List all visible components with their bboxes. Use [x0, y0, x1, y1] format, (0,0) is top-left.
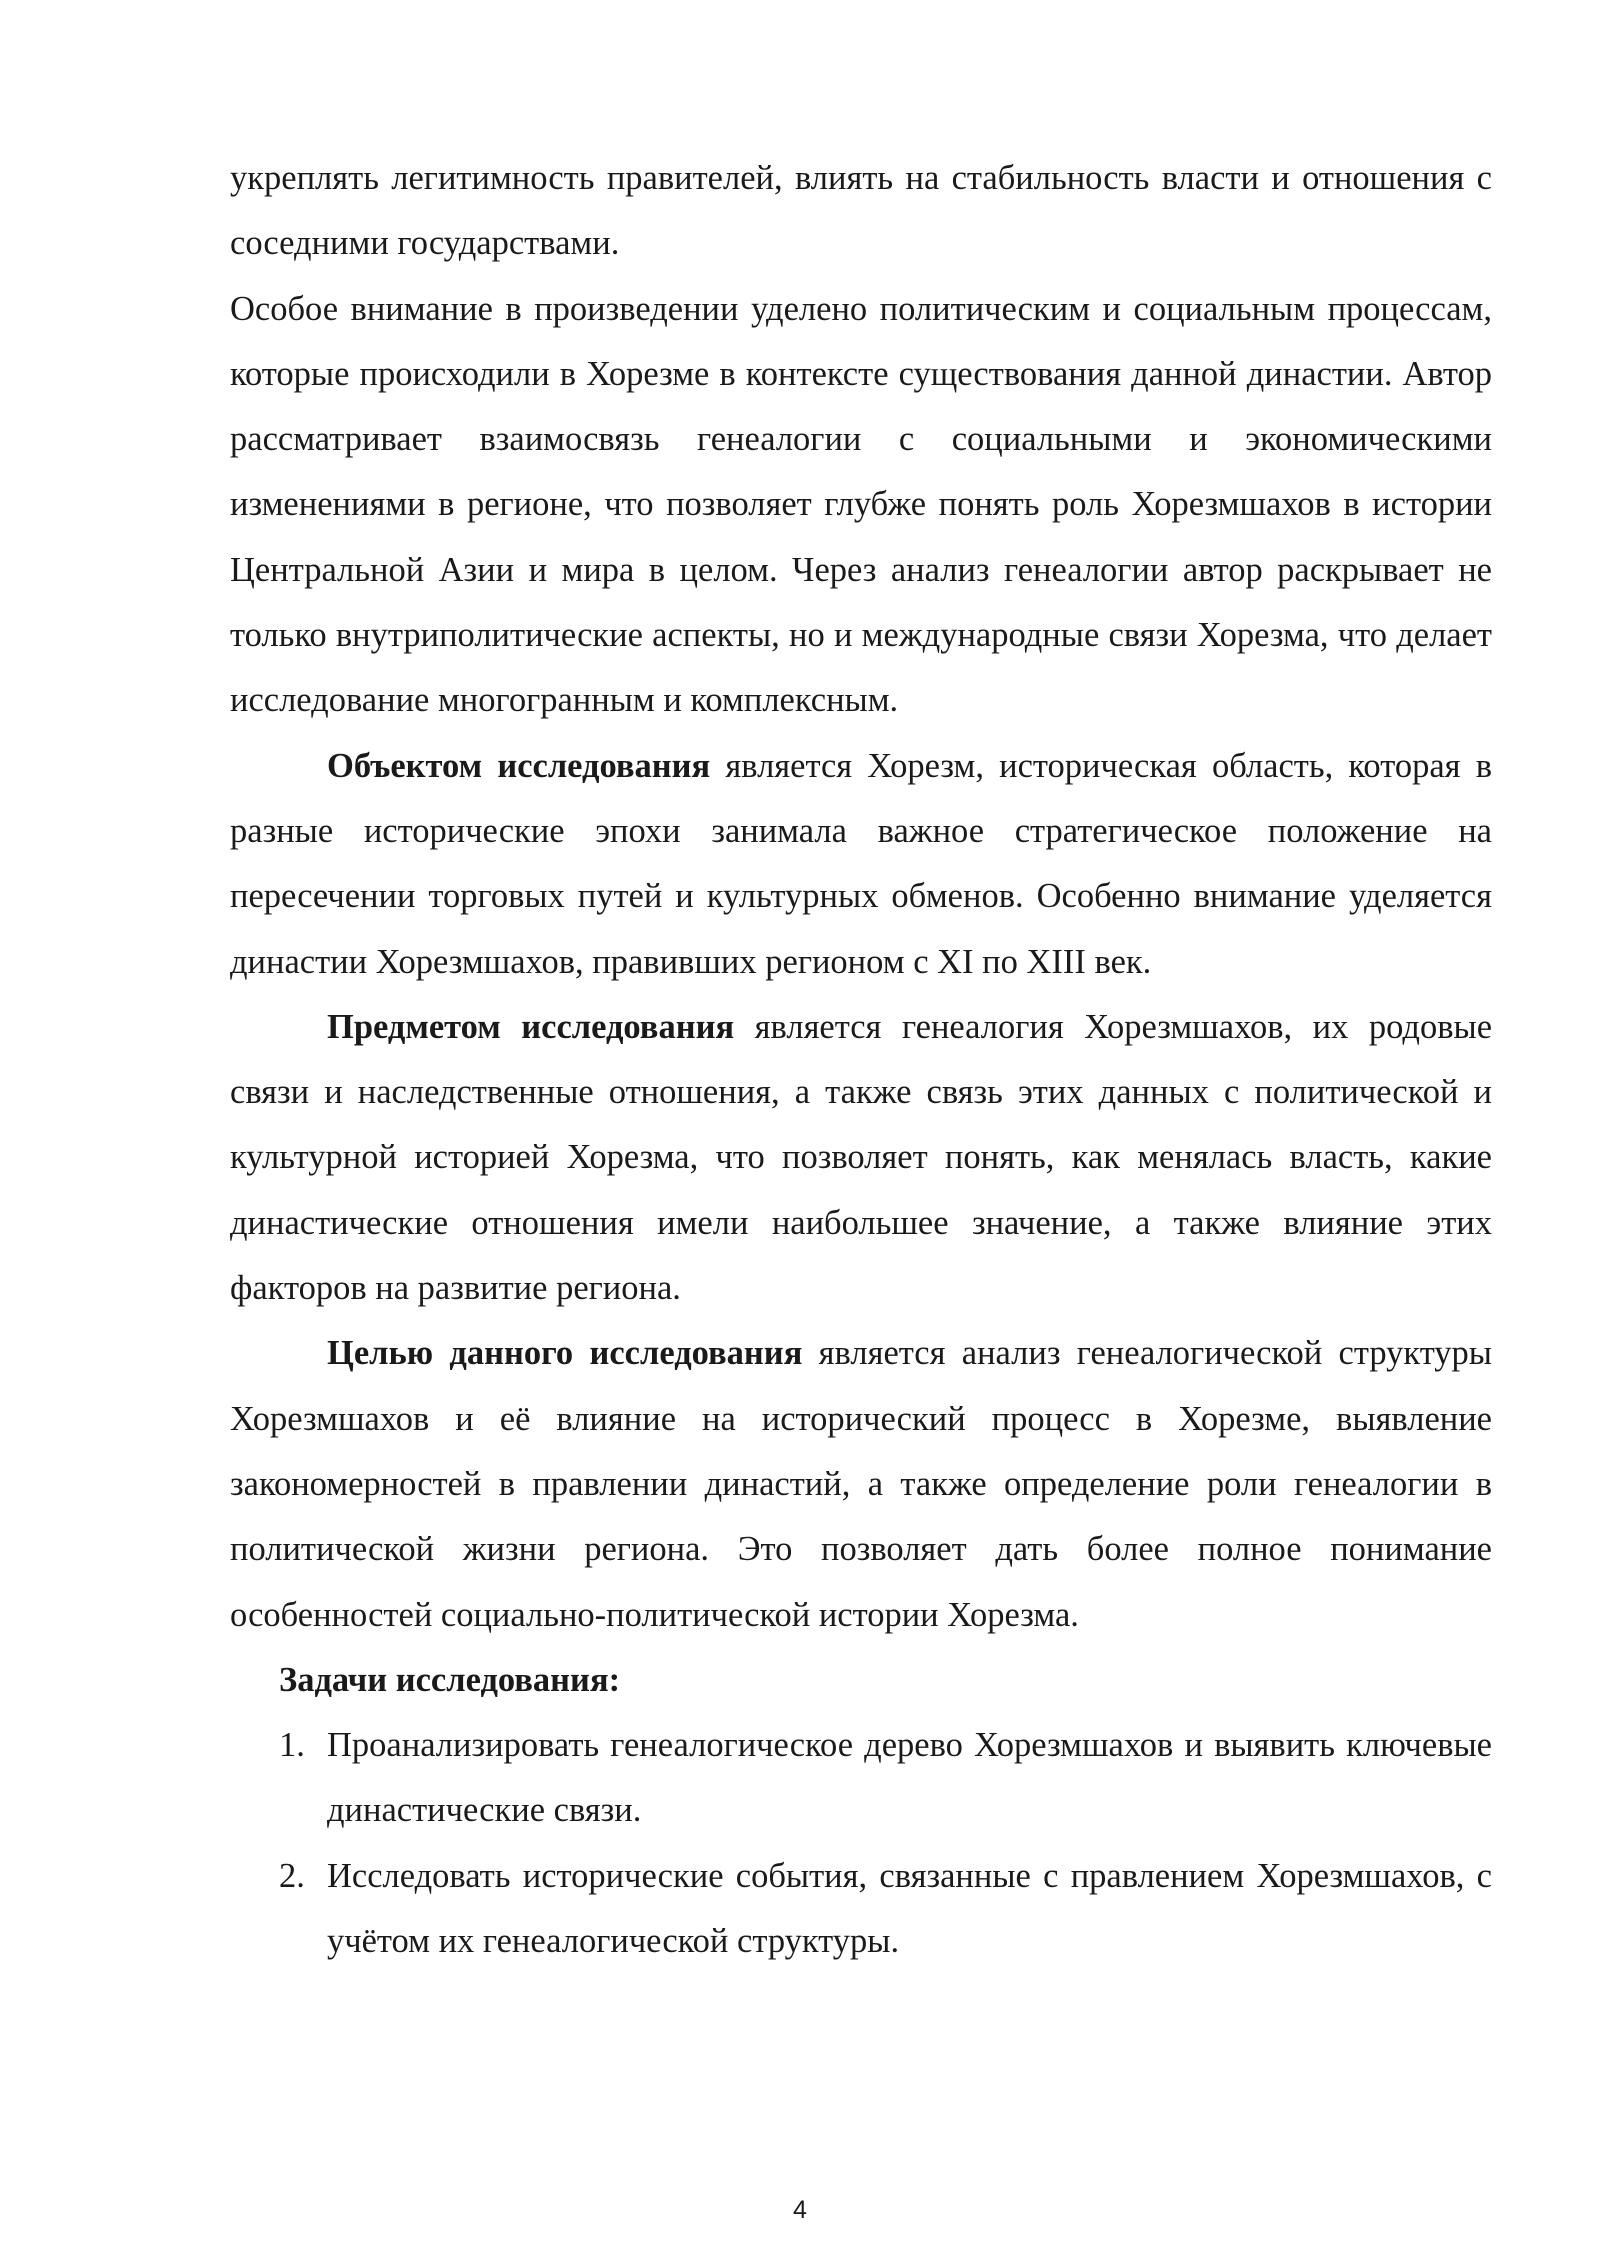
- list-item: [230, 1844, 1492, 1975]
- research-goal-label: Целью данного исследования: [327, 1334, 803, 1373]
- page-number: 4: [793, 2196, 807, 2224]
- research-goal-text: является анализ генеалогической структуры Хорезмшахов и её влияние на исторический процесс в Хорезме, выявление закономерностей в правлении династий, а также определение роли генеалогии в политической жизни региона. Это позволяет дать более полное понимание особенностей социально-политической истории Хорезма.: [230, 1334, 1492, 1634]
- research-object-label: Объектом исследования: [327, 746, 711, 785]
- paragraph-research-object: [230, 734, 1492, 995]
- paragraph-continuation: укреплять легитимность правителей, влиять на стабильность власти и отношения с соседними государствами.: [230, 159, 1492, 263]
- list-item-text: Исследовать исторические события, связанные с правлением Хорезмшахов, с учётом их генеалогической структуры.: [327, 1856, 1492, 1961]
- research-subject-label: Предметом исследования: [327, 1007, 735, 1046]
- research-object-text: является Хорезм, историческая область, которая в разные исторические эпохи занимала важное стратегическое положение на пересечении торговых путей и культурных обменов. Особенно внимание уделяется династии Хорезмшахов, правивших регионом с XI по XIII век.: [230, 746, 1492, 981]
- list-item: [230, 1713, 1492, 1844]
- document-page: [230, 146, 1492, 1974]
- tasks-list: [230, 1713, 1492, 1974]
- research-subject-text: является генеалогия Хорезмшахов, их родовые связи и наследственные отношения, а также связь этих данных с политической и культурной историей Хорезма, что позволяет понять, как менялась власть, какие династические отношения имели наибольшее значение, а также влияние этих факторов на развитие региона.: [230, 1007, 1493, 1308]
- list-item-number: 2.: [279, 1856, 305, 1895]
- list-item-number: 1.: [279, 1726, 305, 1765]
- tasks-heading: Задачи исследования:: [279, 1660, 621, 1699]
- list-item-text: Проанализировать генеалогическое дерево Хорезмшахов и выявить ключевые династические связи.: [327, 1726, 1492, 1830]
- paragraph-research-subject: [230, 995, 1492, 1321]
- paragraph-political-social: Особое внимание в произведении уделено политическим и социальным процессам, которые происходили в Хорезме в контексте существования данной династии. Автор рассматривает взаимосвязь генеалогии с социальными и экономическими изменениями в регионе, что позволяет глубже понять роль Хорезмшахов в истории Центральной Азии и мира в целом. Через анализ генеалогии автор раскрывает не только внутриполитические аспекты, но и международные связи Хорезма, что делает исследование многогранным и комплексным.: [230, 289, 1492, 720]
- paragraph-research-goal: [230, 1321, 1492, 1647]
